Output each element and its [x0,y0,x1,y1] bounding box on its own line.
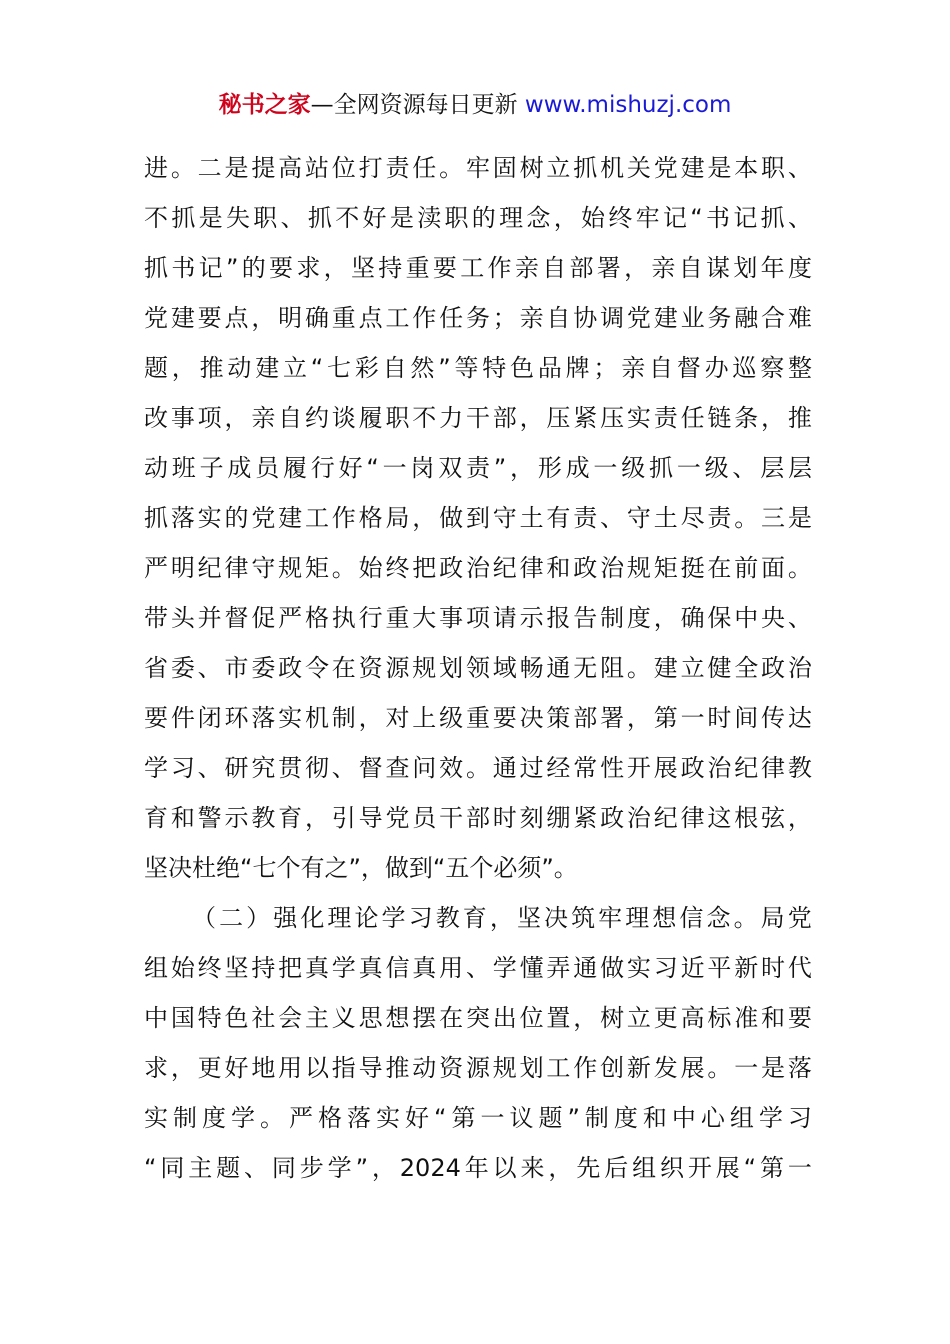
site-header [0,88,950,122]
document-body [144,143,812,1193]
text-line: 动 班 子 成 员 履 行 好 “ 一 岗 双 责 ” ， 形 成 一 级 抓 一 级 、 层 层 [144,454,812,482]
text-line: 中 国 特 色 社 会 主 义 思 想 摆 在 突 出 位 置 ， 树 立 更 高 标 准 和 要 [144,1004,812,1032]
brand-name: 秘书之家 [218,92,311,118]
text-line: 党 建 要 点 ， 明 确 重 点 工 作 任 务 ； 亲 自 协 调 党 建 业 务 融 合 难 [144,304,812,332]
text-line: （ 二 ） 强 化 理 论 学 习 教 育 ， 坚 决 筑 牢 理 想 信 念 。 局 党 [192,904,812,932]
header-tagline: —全网资源每日更新 [310,92,525,118]
text-line: 求 ， 更 好 地 用 以 指 导 推 动 资 源 规 划 工 作 创 新 发 展 。 一 是 落 [144,1054,812,1082]
text-line: 带 头 并 督 促 严 格 执 行 重 大 事 项 请 示 报 告 制 度 ， 确 保 中 央 、 [144,604,812,632]
text-line: 省 委 、 市 委 政 令 在 资 源 规 划 领 域 畅 通 无 阻 。 建 立 健 全 政 治 [144,654,812,682]
text-line: “ 同 主 题 、 同 步 学 ” ， 2024 年 以 来 ， 先 后 组 织 开 展 “ 第 一 [144,1154,812,1182]
text-line: 改 事 项 ， 亲 自 约 谈 履 职 不 力 干 部 ， 压 紧 压 实 责 任 链 条 ， 推 [144,404,812,432]
text-line: 学 习 、 研 究 贯 彻 、 督 查 问 效 。 通 过 经 常 性 开 展 政 治 纪 律 教 [144,754,812,782]
text-line: 进 。 二 是 提 高 站 位 打 责 任 。 牢 固 树 立 抓 机 关 党 建 是 本 职 、 [144,154,812,182]
site-url-link[interactable]: www.mishuzj.com [524,92,732,118]
text-line: 抓 书 记 ” 的 要 求 ， 坚 持 重 要 工 作 亲 自 部 署 ， 亲 自 谋 划 年 度 [144,254,812,282]
text-line: 坚 决 杜 绝 “ 七 个 有 之 ” ， 做 到 “ 五 个 必 须 ” 。 [144,854,578,882]
text-line: 实 制 度 学 。 严 格 落 实 好 “ 第 一 议 题 ” 制 度 和 中 心 组 学 习 [144,1104,812,1132]
text-line: 组 始 终 坚 持 把 真 学 真 信 真 用 、 学 懂 弄 通 做 实 习 近 平 新 时 代 [144,954,812,982]
text-line: 不 抓 是 失 职 、 抓 不 好 是 渎 职 的 理 念 ， 始 终 牢 记 “ 书 记 抓 、 [144,204,812,232]
text-line: 要 件 闭 环 落 实 机 制 ， 对 上 级 重 要 决 策 部 署 ， 第 一 时 间 传 达 [144,704,812,732]
text-line: 抓 落 实 的 党 建 工 作 格 局 ， 做 到 守 土 有 责 、 守 土 尽 责 。 三 是 [144,504,812,532]
text-line: 题 ， 推 动 建 立 “ 七 彩 自 然 ” 等 特 色 品 牌 ； 亲 自 督 办 巡 察 整 [144,354,812,382]
text-line: 育 和 警 示 教 育 ， 引 导 党 员 干 部 时 刻 绷 紧 政 治 纪 律 这 根 弦 ， [144,804,812,832]
text-line: 严 明 纪 律 守 规 矩 。 始 终 把 政 治 纪 律 和 政 治 规 矩 挺 在 前 面 。 [144,554,812,582]
